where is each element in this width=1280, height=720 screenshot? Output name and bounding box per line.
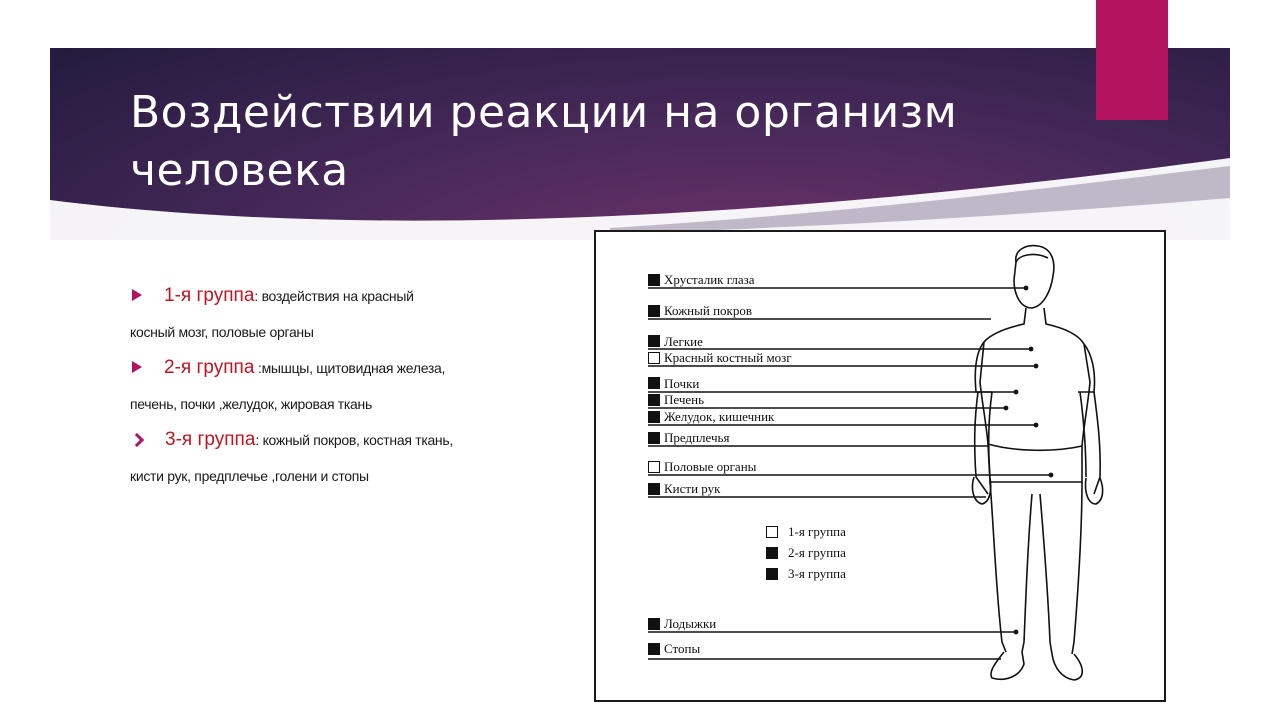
legend-label: 1-я группа [788,524,846,539]
bullet-continuation: кисти рук, предплечье ,голени и стопы [130,468,369,484]
group-marker-square [648,274,660,286]
group-marker-square [648,618,660,630]
organ-label: Кожный покров [664,303,752,318]
organ-label: Хрусталик глаза [664,272,755,287]
bullet-list [130,278,570,494]
organ-label: Кисти рук [664,481,721,496]
group-marker-square [648,394,660,406]
accent-block [1096,0,1168,120]
triangle-bullet-icon [132,289,142,301]
organ-label: Печень [664,392,705,407]
slide-title: Воздействии реакции на организм человека [130,87,958,196]
organ-label: Желудок, кишечник [664,409,775,424]
chevron-bullet-icon [130,433,144,447]
bullet-text: : воздействия на красный [254,288,414,304]
group-marker-square [648,377,660,389]
group-marker-square [648,352,660,364]
bullet-item-3 [130,422,570,494]
organ-label: Стопы [664,641,701,656]
legend-label: 2-я группа [788,545,846,560]
group-label: 1-я группа [164,285,255,306]
legend-square [766,547,778,559]
organ-label: Половые органы [664,459,757,474]
organ-label: Легкие [664,334,703,349]
group-marker-square [648,432,660,444]
legend-square [766,568,778,580]
bullet-text: : кожный покров, костная ткань, [255,432,453,448]
bullet-text: :мышцы, щитовидная железа, [254,360,446,376]
bullet-item-1 [130,278,570,350]
legend-square [766,526,778,538]
bullet-item-2 [130,350,570,422]
organ-label: Лодыжки [664,616,717,631]
triangle-bullet-icon [132,361,142,373]
group-label: 2-я группа [164,357,255,378]
group-marker-square [648,643,660,655]
group-marker-square [648,335,660,347]
bullet-continuation: косный мозг, половые органы [130,324,314,340]
organ-label: Красный костный мозг [664,350,792,365]
organ-label: Почки [664,376,700,391]
legend-label: 3-я группа [788,566,846,581]
group-marker-square [648,461,660,473]
group-label: 3-я группа [165,429,256,450]
group-marker-square [648,305,660,317]
group-marker-square [648,411,660,423]
organ-label: Предплечья [664,430,730,445]
group-marker-square [648,483,660,495]
body-diagram [594,230,1166,702]
bullet-continuation: печень, почки ,желудок, жировая ткань [130,396,372,412]
